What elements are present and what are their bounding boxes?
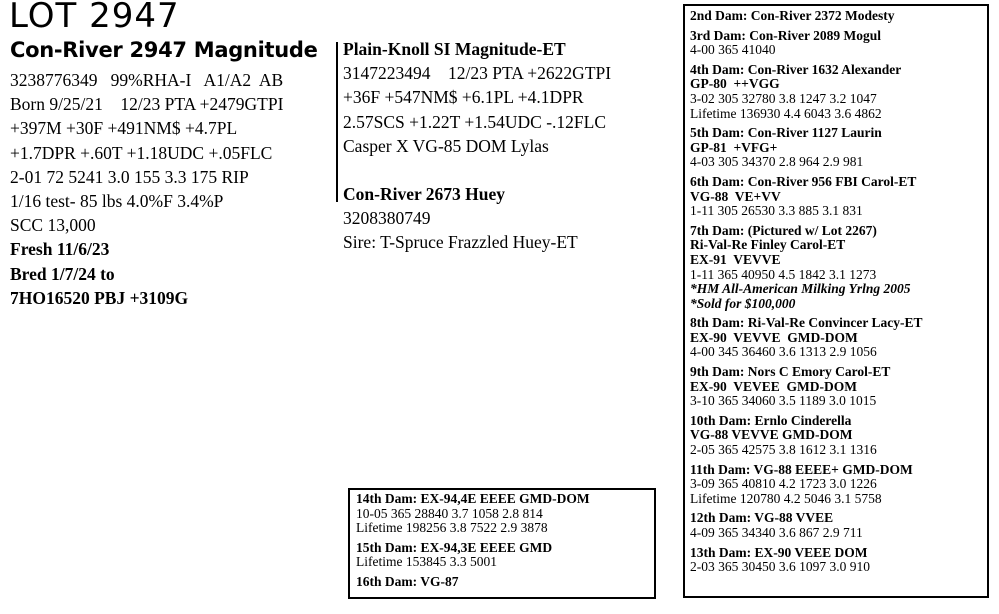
dam-header: 3rd Dam: Con-River 2089 Mogul: [690, 27, 881, 43]
dam-record: 10-05 365 28840 3.7 1058 2.8 814: [356, 505, 543, 521]
dam-header: VG-88 VEVVE GMD-DOM: [690, 427, 853, 443]
dam-entry: [690, 546, 987, 575]
dam-header: 5th Dam: Con-River 1127 Laurin: [690, 125, 882, 141]
registration-line: 3238776349 99%RHA-I A1/A2 AB: [10, 70, 284, 90]
dam-entry: [690, 511, 987, 540]
cow-details: [10, 68, 283, 310]
dam-header: 2nd Dam: Con-River 2372 Modesty: [690, 8, 895, 23]
dam-record: 1-11 305 26530 3.3 885 3.1 831: [690, 203, 863, 219]
bred-date: Bred 1/7/24 to: [10, 263, 115, 284]
dam-record: 3-02 305 32780 3.8 1247 3.2 1047: [690, 90, 877, 106]
divider: [336, 42, 338, 202]
service-sire: 7HO16520 PBJ +3109G: [10, 287, 189, 308]
dam-record: 3-10 365 34060 3.5 1189 3.0 1015: [690, 393, 877, 409]
sire-line: 3147223494 12/23 PTA +2622GTPI: [343, 63, 612, 84]
dam-note: *Sold for $100,000: [690, 295, 796, 311]
dam-record: 4-00 365 41040: [690, 42, 776, 58]
pedigree-box: [683, 4, 989, 598]
dam-entry: [690, 126, 987, 170]
second-animal-line: 3208380749: [343, 208, 431, 229]
dam-header: EX-90 VEVVE GMD-DOM: [690, 329, 858, 345]
dam-entry: [690, 224, 987, 312]
bottom-pedigree-box: [348, 488, 656, 599]
dam-header: 15th Dam: EX-94,3E EEEE GMD: [356, 539, 553, 555]
dam-header: EX-91 VEVVE: [690, 251, 781, 267]
sire-name: Plain-Knoll SI Magnitude-ET: [343, 39, 566, 59]
dam-header: 8th Dam: Ri-Val-Re Convincer Lacy-ET: [690, 315, 923, 331]
dam-record: Lifetime 153845 3.3 5001: [356, 554, 497, 570]
dam-entry: [690, 9, 987, 24]
dam-record: 2-03 365 30450 3.6 1097 3.0 910: [690, 559, 870, 575]
second-animal-line: Sire: T-Spruce Frazzled Huey-ET: [343, 232, 578, 253]
dam-record: 4-03 305 34370 2.8 964 2.9 981: [690, 154, 864, 170]
dam-record: 1-11 365 40950 4.5 1842 3.1 1273: [690, 266, 877, 282]
lot-title: LOT 2947: [9, 0, 180, 36]
dam-record: 2-05 365 42575 3.8 1612 3.1 1316: [690, 442, 877, 458]
dam-header: 9th Dam: Nors C Emory Carol-ET: [690, 364, 891, 380]
dam-entry: [690, 414, 987, 458]
dam-header: GP-81 +VFG+: [690, 139, 778, 155]
pta-line-3: +1.7DPR +.60T +1.18UDC +.05FLC: [10, 142, 273, 163]
scc-line: SCC 13,000: [10, 215, 96, 236]
dam-record: Lifetime 136930 4.4 6043 3.6 4862: [690, 105, 882, 121]
dam-header: 6th Dam: Con-River 956 FBI Carol-ET: [690, 173, 917, 189]
cow-name: Con-River 2947 Magnitude: [10, 38, 318, 62]
dam-entry: [356, 492, 654, 536]
dam-header: 13th Dam: EX-90 VEEE DOM: [690, 544, 868, 560]
fresh-date: Fresh 11/6/23: [10, 239, 110, 260]
dam-entry: [690, 29, 987, 58]
dam-entry: [356, 575, 654, 590]
dam-header: 4th Dam: Con-River 1632 Alexander: [690, 61, 902, 77]
dam-entry: [690, 63, 987, 121]
sire-line: Casper X VG-85 DOM Lylas: [343, 135, 549, 156]
dam-header: 14th Dam: EX-94,4E EEEE GMD-DOM: [356, 491, 590, 506]
dam-record: 3-09 365 40810 4.2 1723 3.0 1226: [690, 476, 877, 492]
sire-line: 2.57SCS +1.22T +1.54UDC -.12FLC: [343, 111, 606, 132]
second-animal-name: Con-River 2673 Huey: [343, 184, 506, 205]
dam-header: Ri-Val-Re Finley Carol-ET: [690, 237, 846, 253]
sire-line: +36F +547NM$ +6.1PL +4.1DPR: [343, 87, 584, 108]
dam-header: VG-88 VE+VV: [690, 188, 781, 204]
dam-header: EX-90 VEVEE GMD-DOM: [690, 378, 857, 394]
dam-record: Lifetime 120780 4.2 5046 3.1 5758: [690, 490, 882, 506]
dam-record: 4-09 365 34340 3.6 867 2.9 711: [690, 525, 863, 540]
pta-line-2: +397M +30F +491NM$ +4.7PL: [10, 118, 238, 139]
dam-record: 4-00 345 36460 3.6 1313 2.9 1056: [690, 344, 877, 360]
dam-entry: [690, 463, 987, 507]
dam-record: Lifetime 198256 3.8 7522 2.9 3878: [356, 520, 548, 536]
dam-note: *HM All-American Milking Yrlng 2005: [690, 281, 911, 297]
dam-entry: [356, 541, 654, 570]
dam-header: 7th Dam: (Pictured w/ Lot 2267): [690, 222, 877, 238]
dam-header: 10th Dam: Ernlo Cinderella: [690, 412, 852, 428]
dam-header: 12th Dam: VG-88 VVEE: [690, 510, 834, 526]
dam-header: 11th Dam: VG-88 EEEE+ GMD-DOM: [690, 461, 913, 477]
dam-entry: [690, 175, 987, 219]
record-line: 2-01 72 5241 3.0 155 3.3 175 RIP: [10, 166, 249, 187]
dam-header: GP-80 ++VGG: [690, 76, 780, 92]
test-line: 1/16 test- 85 lbs 4.0%F 3.4%P: [10, 191, 224, 212]
sire-column: [343, 37, 611, 255]
dam-entry: [690, 316, 987, 360]
dam-entry: [690, 365, 987, 409]
birth-pta-line: Born 9/25/21 12/23 PTA +2479GTPI: [10, 94, 284, 115]
dam-header: 16th Dam: VG-87: [356, 573, 459, 589]
